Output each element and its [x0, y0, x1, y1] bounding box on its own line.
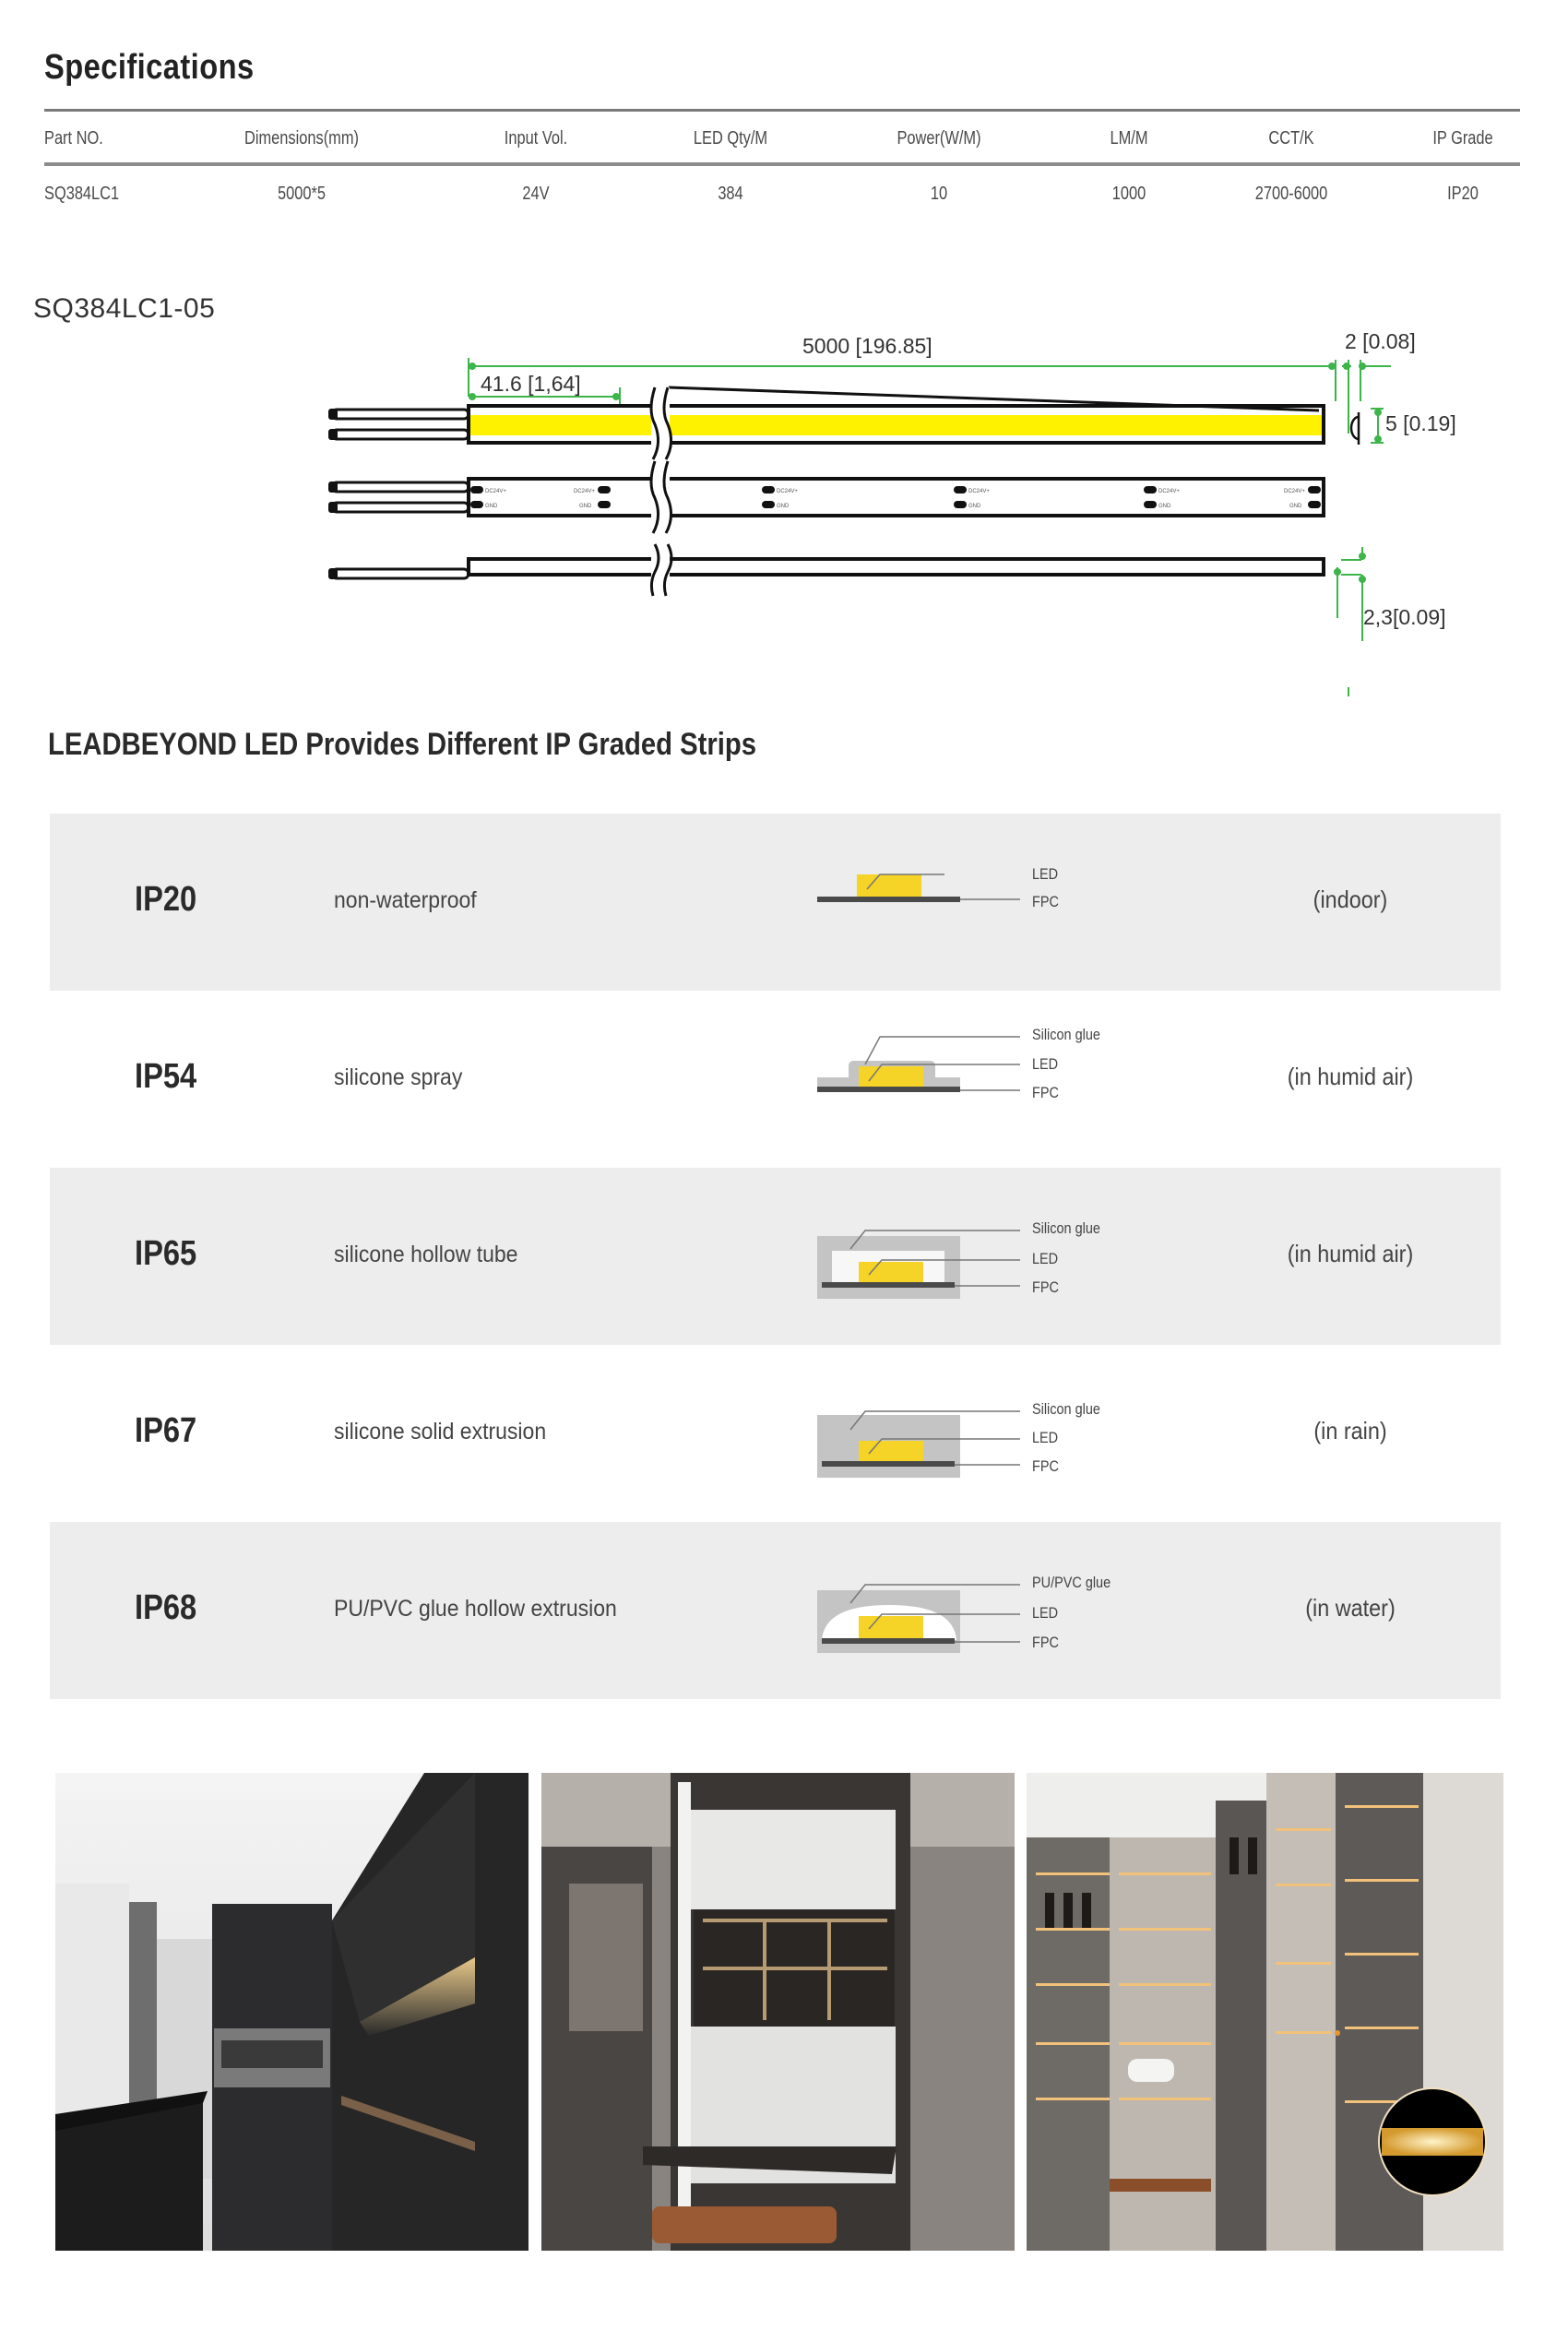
led-chip — [859, 1066, 923, 1087]
col-header-lm: LM/M — [1110, 127, 1148, 149]
strip-side-view — [328, 544, 1324, 600]
ip65-cross-section — [769, 1195, 1138, 1325]
layer-diagram — [769, 841, 1138, 970]
cell-lm: 1000 — [1111, 183, 1146, 204]
width-label: 5 [0.19] — [1385, 411, 1456, 435]
ip-code: IP54 — [135, 1057, 197, 1096]
ip-description: silicone solid extrusion — [334, 1419, 547, 1444]
kitchen-illustration — [55, 1773, 529, 2251]
layer-label-fpc: FPC — [1032, 1457, 1059, 1475]
ip-description: silicone spray — [334, 1064, 463, 1090]
layer-label-glue: PU/PVC glue — [1032, 1574, 1111, 1591]
layer-label-glue: Silicon glue — [1032, 1219, 1100, 1237]
ip-row-ip20 — [50, 814, 1501, 991]
led-chip — [859, 1262, 923, 1282]
cob-strip-closeup — [1382, 2128, 1483, 2156]
cell-power: 10 — [930, 183, 948, 204]
ip-code: IP67 — [135, 1411, 197, 1450]
ip-row-ip65 — [50, 1168, 1501, 1345]
cob-light-line — [470, 415, 1322, 435]
ip-environment: (in rain) — [1313, 1417, 1387, 1444]
layer-label-fpc: FPC — [1032, 1634, 1059, 1651]
fpc-board — [822, 1461, 955, 1467]
layer-diagram — [769, 1550, 1138, 1679]
application-photo-shelf-niche — [541, 1773, 1015, 2251]
ip-description: silicone hollow tube — [334, 1242, 518, 1267]
pcb-label-positive: DC24V+ — [777, 489, 798, 494]
layer-label-fpc: FPC — [1032, 1084, 1059, 1101]
pcb-label-positive: DC24V+ — [1158, 489, 1180, 494]
application-photo-wine-shelves — [1027, 1773, 1503, 2251]
cob-strip-top-view — [328, 387, 1324, 461]
fpc-board — [817, 897, 960, 902]
layer-diagram — [769, 1373, 1138, 1502]
layer-diagram — [769, 1195, 1138, 1325]
pcb-label-positive: DC24V+ — [1284, 489, 1305, 494]
profile-end-view — [1351, 412, 1359, 445]
ip-code: IP68 — [135, 1588, 197, 1627]
led-chip — [857, 874, 921, 897]
layer-label-fpc: FPC — [1032, 1278, 1059, 1296]
specifications-title: Specifications — [44, 48, 255, 87]
cell-led-qty: 384 — [718, 183, 743, 204]
layer-label-led: LED — [1032, 865, 1059, 883]
col-header-input-vol: Input Vol. — [504, 127, 568, 149]
pcb-strip-top-view — [328, 461, 1324, 535]
pcb-label-ground: GND — [968, 504, 981, 509]
fpc-board — [822, 1282, 955, 1288]
wine-shelf-illustration — [1027, 1773, 1503, 2251]
layer-label-led: LED — [1032, 1604, 1059, 1622]
shelf-illustration — [541, 1773, 1015, 2251]
ip-environment: (in humid air) — [1287, 1063, 1414, 1090]
pcb-label-positive: DC24V+ — [485, 489, 506, 494]
pcb-label-ground: GND — [777, 504, 790, 509]
cell-ip-grade: IP20 — [1447, 183, 1479, 204]
profile-height-label: 2,3[0.09] — [1363, 605, 1446, 629]
layer-label-led: LED — [1032, 1429, 1059, 1446]
col-header-part-no: Part NO. — [44, 127, 103, 149]
ip68-cross-section — [769, 1550, 1138, 1679]
pcb-label-positive: DC24V+ — [968, 489, 990, 494]
pcb-label-ground: GND — [485, 504, 498, 509]
ip-code: IP20 — [135, 880, 197, 919]
ip-description: non-waterproof — [334, 887, 477, 913]
dimension-drawing — [0, 0, 1568, 719]
col-header-cct: CCT/K — [1268, 127, 1314, 149]
ip-row-ip54 — [50, 991, 1501, 1168]
cell-cct: 2700-6000 — [1254, 183, 1328, 204]
ip-code: IP65 — [135, 1234, 197, 1273]
pcb-label-positive: DC24V+ — [574, 489, 595, 494]
lead-length-label: 41.6 [1,64] — [481, 372, 581, 396]
ip67-cross-section — [769, 1373, 1138, 1502]
ip-description: PU/PVC glue hollow extrusion — [334, 1596, 617, 1622]
fpc-board — [822, 1638, 955, 1644]
ip20-cross-section — [769, 841, 1138, 970]
led-chip — [859, 1441, 923, 1461]
layer-label-glue: Silicon glue — [1032, 1026, 1100, 1043]
col-header-power: Power(W/M) — [897, 127, 981, 149]
application-photo-kitchen — [55, 1773, 529, 2251]
cell-dimensions: 5000*5 — [278, 183, 326, 204]
thickness-label: 2 [0.08] — [1345, 329, 1416, 353]
ip-row-ip67 — [50, 1345, 1501, 1522]
fpc-board — [817, 1087, 960, 1092]
total-length-label: 5000 [196.85] — [802, 334, 932, 358]
col-header-led-qty: LED Qty/M — [693, 127, 768, 149]
ip-environment: (in humid air) — [1287, 1240, 1414, 1267]
ip-environment: (in water) — [1305, 1594, 1396, 1622]
cell-part-no: SQ384LC1 — [44, 183, 120, 204]
layer-label-led: LED — [1032, 1055, 1059, 1073]
pcb-label-ground: GND — [579, 504, 592, 509]
layer-label-glue: Silicon glue — [1032, 1400, 1100, 1418]
layer-label-led: LED — [1032, 1250, 1059, 1267]
col-header-ip-grade: IP Grade — [1432, 127, 1493, 149]
layer-label-fpc: FPC — [1032, 893, 1059, 910]
pcb-label-ground: GND — [1289, 504, 1302, 509]
cell-input-vol: 24V — [522, 183, 550, 204]
backlit-panel-top — [691, 1810, 896, 1909]
led-chip — [859, 1616, 923, 1638]
pcb-label-ground: GND — [1158, 504, 1171, 509]
ip-environment: (indoor) — [1313, 886, 1388, 913]
ip54-cross-section — [769, 1018, 1138, 1147]
ip-row-ip68 — [50, 1522, 1501, 1699]
ip-section-title: LEADBEYOND LED Provides Different IP Graded Strips — [48, 727, 756, 762]
col-header-dimensions: Dimensions(mm) — [244, 127, 359, 149]
model-number: SQ384LC1-05 — [33, 293, 216, 324]
